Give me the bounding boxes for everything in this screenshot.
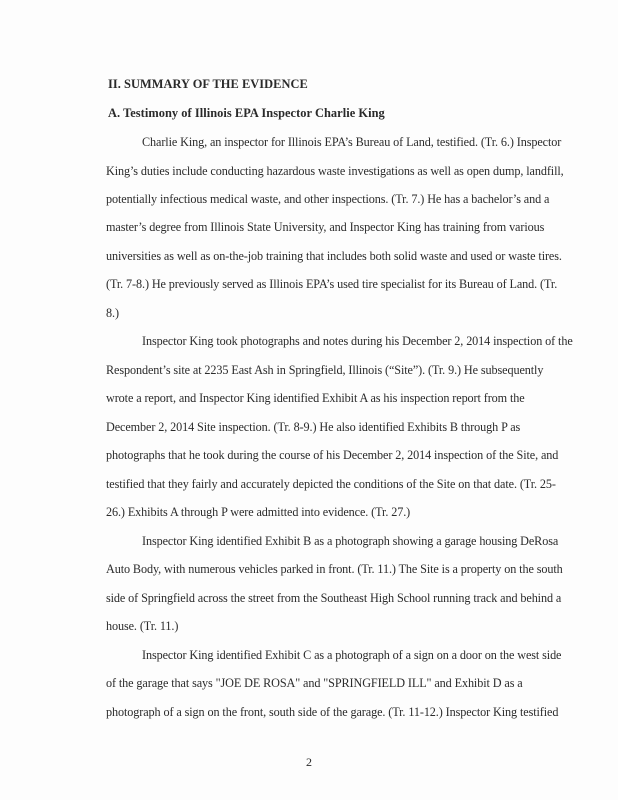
body-line: Inspector King took photographs and notes during his December 2, 2014 inspection of the — [142, 334, 573, 348]
body-line: photograph of a sign on the front, south side of the garage. (Tr. 11-12.) Inspector King testified — [106, 705, 559, 719]
section-heading: II. SUMMARY OF THE EVIDENCE — [108, 77, 308, 91]
body-line: side of Springfield across the street from the Southeast High School running track and behind a — [106, 591, 562, 605]
body-line: (Tr. 7-8.) He previously served as Illinois EPA’s used tire specialist for its Bureau of Land. (Tr. — [106, 277, 558, 291]
body-line: Auto Body, with numerous vehicles parked in front. (Tr. 11.) The Site is a property on the south — [106, 562, 563, 576]
body-line: house. (Tr. 11.) — [106, 619, 179, 633]
body-line: Charlie King, an inspector for Illinois EPA’s Bureau of Land, testified. (Tr. 6.) Inspector — [142, 135, 562, 149]
body-line: photographs that he took during the course of his December 2, 2014 inspection of the Site, and — [106, 448, 559, 462]
body-line: wrote a report, and Inspector King identified Exhibit A as his inspection report from the — [106, 391, 525, 405]
body-line: Respondent’s site at 2235 East Ash in Springfield, Illinois (“Site”). (Tr. 9.) He subsequently — [106, 363, 544, 377]
body-line: universities as well as on-the-job training that includes both solid waste and used or waste tires. — [106, 249, 562, 263]
body-line: 8.) — [106, 306, 119, 320]
body-line: master’s degree from Illinois State University, and Inspector King has training from various — [106, 220, 545, 234]
page-number: 2 — [306, 755, 312, 769]
body-line: potentially infectious medical waste, and other inspections. (Tr. 7.) He has a bachelor’s and a — [106, 192, 550, 206]
body-line: Inspector King identified Exhibit B as a photograph showing a garage housing DeRosa — [142, 534, 559, 548]
body-line: 26.) Exhibits A through P were admitted into evidence. (Tr. 27.) — [106, 505, 411, 519]
body-line: King’s duties include conducting hazardous waste investigations as well as open dump, landfill, — [106, 164, 564, 178]
body-line: December 2, 2014 Site inspection. (Tr. 8-9.) He also identified Exhibits B through P as — [106, 420, 521, 434]
body-line: Inspector King identified Exhibit C as a photograph of a sign on a door on the west side — [142, 648, 562, 662]
body-line: testified that they fairly and accurately depicted the conditions of the Site on that date. (Tr. 25- — [106, 477, 556, 491]
body-line: of the garage that says "JOE DE ROSA" and "SPRINGFIELD ILL" and Exhibit D as a — [106, 676, 523, 690]
section-subheading: A. Testimony of Illinois EPA Inspector Charlie King — [108, 106, 385, 120]
